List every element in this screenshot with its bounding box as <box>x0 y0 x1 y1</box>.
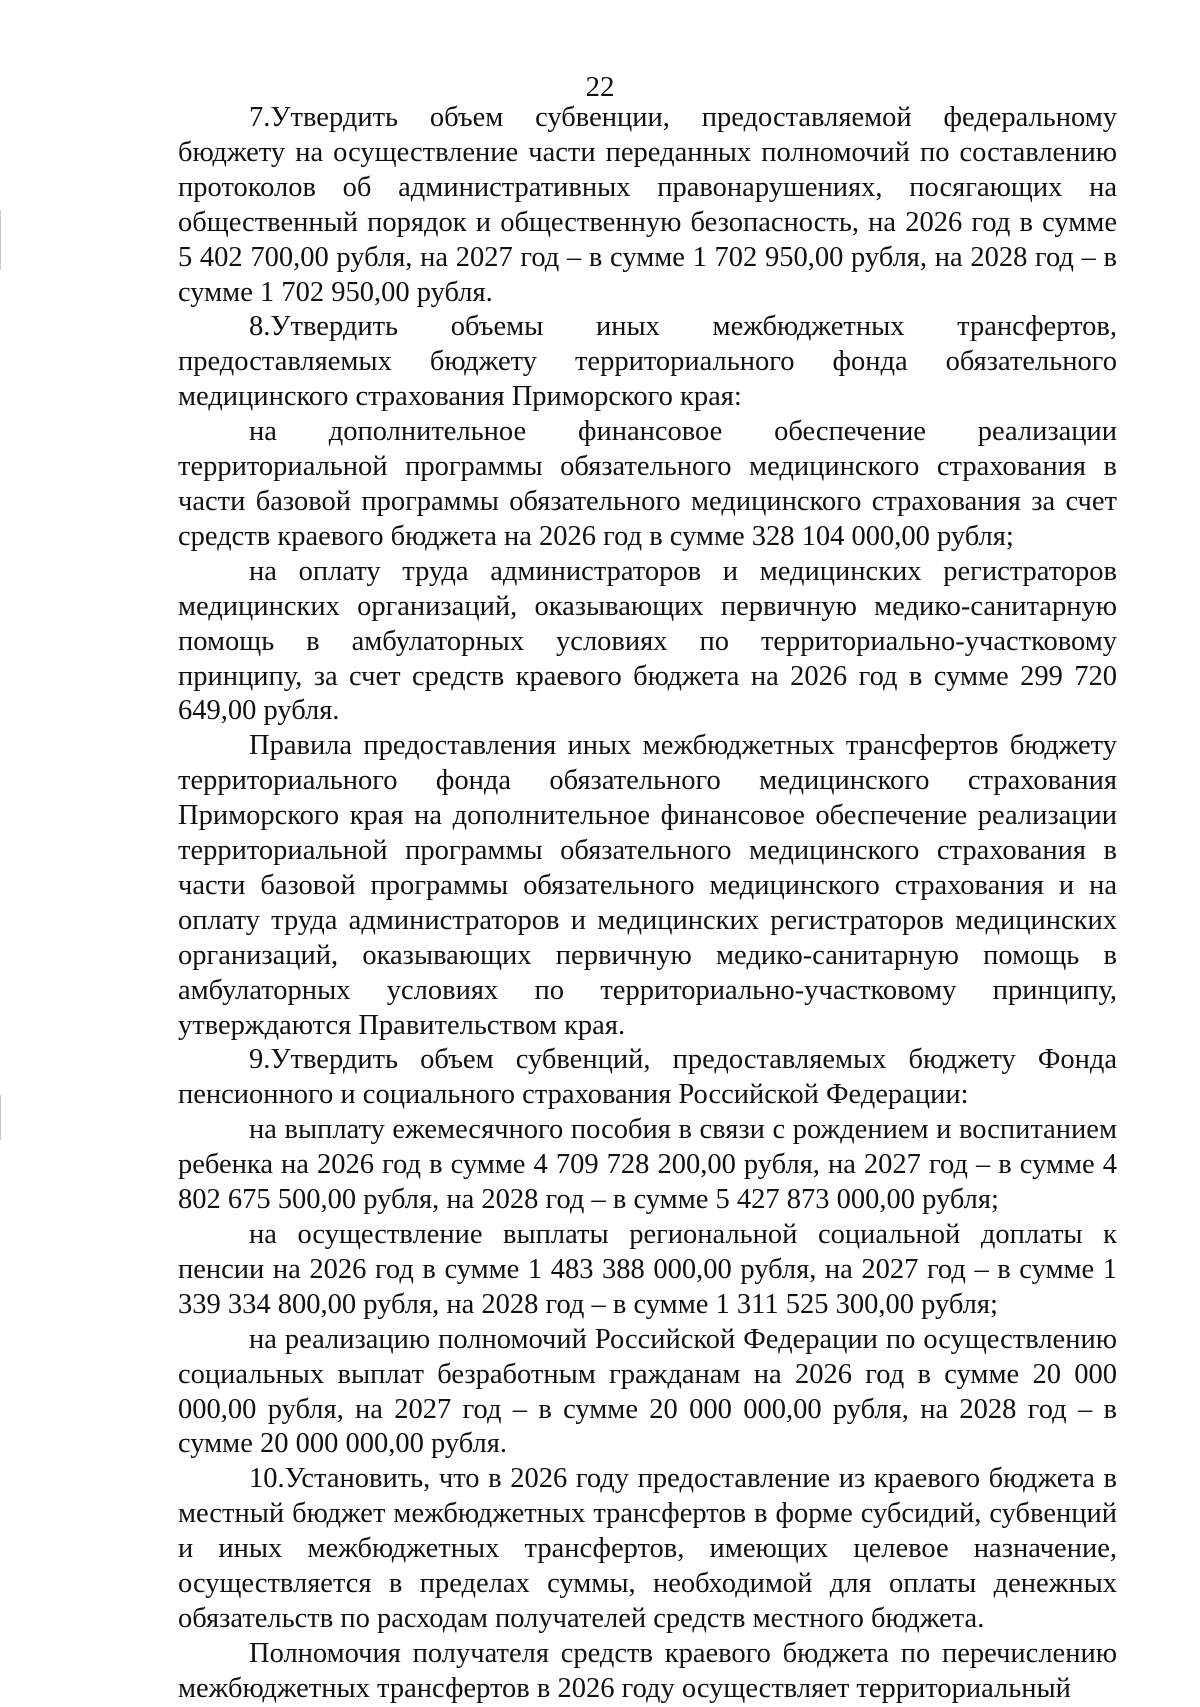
paragraph-rules: Правила предоставления иных межбюджетных трансфертов бюджету территориального фонда обязательного медицинского страхования Приморского края на дополнительное финансовое обеспечение реализации территориальной программы обязательного медицинского страхования в части базовой программы обязательного медицинского страхования и на оплату труда администраторов и медицинских регистраторов медицинских организаций, оказывающих первичную медико-санитарную помощь в амбулаторных условиях по территориально-участковому принципу, утверждаются Правительством края. <box>178 730 1117 1041</box>
document-body <box>178 101 1117 1707</box>
paragraph-subitem: на осуществление выплаты региональной социальной доплаты к пенсии на 2026 год в сумме 1 483 388 000,00 рубля, на 2027 год – в сумме 1 339 334 800,00 рубля, на 2028 год – в сумме 1 311 525 300,00 рубля; <box>178 1219 1117 1320</box>
paragraph-subitem: на реализацию полномочий Российской Федерации по осуществлению социальных выплат безработным гражданам на 2026 год в сумме 20 000 000,00 рубля, на 2027 год – в сумме 20 000 000,00 рубля, на 2028 год – в сумме 20 000 000,00 рубля. <box>178 1323 1117 1460</box>
paragraph-item-8: 8.Утвердить объемы иных межбюджетных трансфертов, предоставляемых бюджету территориального фонда обязательного медицинского страхования Приморского края: <box>178 311 1117 413</box>
scan-edge-mark <box>0 210 1 270</box>
paragraph-item-9: 9.Утвердить объем субвенций, предоставляемых бюджету Фонда пенсионного и социального страхования Российской Федерации: <box>178 1044 1117 1111</box>
paragraph-item-10: 10.Установить, что в 2026 году предоставление из краевого бюджета в местный бюджет межбюджетных трансфертов в форме субсидий, субвенций и иных межбюджетных трансфертов, имеющих целевое назначение, осуществляется в пределах суммы, необходимой для оплаты денежных обязательств по расходам получателей средств местного бюджета. <box>178 1463 1117 1634</box>
paragraph-authority: Полномочия получателя средств краевого бюджета по перечислению межбюджетных трансфертов в 2026 году осуществляет территориальный <box>178 1637 1117 1704</box>
paragraph-subitem: на выплату ежемесячного пособия в связи с рождением и воспитанием ребенка на 2026 год в сумме 4 709 728 200,00 рубля, на 2027 год – в сумме 4 802 675 500,00 рубля, на 2028 год – в сумме 5 427 873 000,00 рубля; <box>178 1114 1117 1216</box>
page-number: 22 <box>585 71 615 103</box>
scan-edge-mark <box>0 1095 1 1140</box>
paragraph-item-7: 7.Утвердить объем субвенции, предоставляемой федеральному бюджету на осуществление части переданных полномочий по составлению протоколов об административных правонарушениях, посягающих на общественный порядок и общественную безопасность, на 2026 год в сумме 5 402 700,00 рубля, на 2027 год – в сумме 1 702 950,00 рубля, на 2028 год – в сумме 1 702 950,00 рубля. <box>178 102 1117 308</box>
paragraph-subitem: на дополнительное финансовое обеспечение реализации территориальной программы обязательного медицинского страхования в части базовой программы обязательного медицинского страхования за счет средств краевого бюджета на 2026 год в сумме 328 104 000,00 рубля; <box>178 416 1117 552</box>
paragraph-subitem: на оплату труда администраторов и медицинских регистраторов медицинских организаций, оказывающих первичную медико-санитарную помощь в амбулаторных условиях по территориально-участковому принципу, за счет средств краевого бюджета на 2026 год в сумме 299 720 649,00 рубля. <box>178 555 1117 727</box>
